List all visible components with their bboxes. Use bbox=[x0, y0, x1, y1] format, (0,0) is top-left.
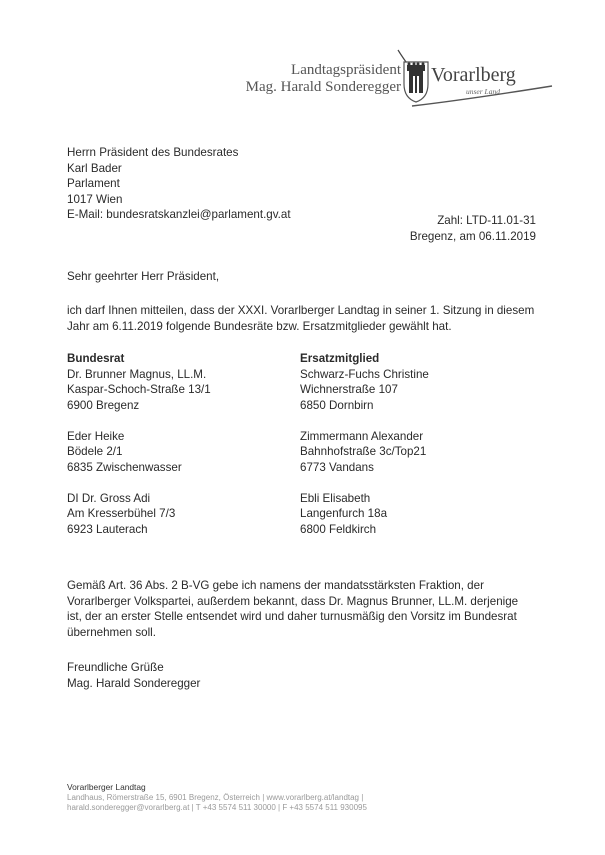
member-name: DI Dr. Gross Adi bbox=[67, 491, 151, 505]
paragraph-line: ist, der an erster Stelle entsendet wird und daher turnusmäßig den Vorsitz im Bundesrat bbox=[67, 610, 517, 623]
coat-of-arms-icon bbox=[394, 48, 554, 110]
paragraph-line: übernehmen soll. bbox=[67, 625, 156, 639]
recipient-line: Parlament bbox=[67, 177, 120, 190]
salutation: Sehr geehrter Herr Präsident, bbox=[67, 270, 220, 283]
bundesrat-member bbox=[67, 351, 211, 413]
member-name: Ebli Elisabeth bbox=[300, 491, 371, 505]
logo-tagline: unser Land bbox=[466, 87, 500, 96]
member-street: Langenfurch 18a bbox=[300, 507, 388, 520]
member-street: Bahnhofstraße 3c/Top21 bbox=[300, 445, 427, 458]
recipient-address bbox=[67, 145, 291, 223]
letterhead-title-line2: Mag. Harald Sonderegger bbox=[245, 79, 401, 95]
bundesrat-member bbox=[67, 429, 211, 476]
bundesrat-member bbox=[67, 491, 211, 538]
intro-line: Jahr am 6.11.2019 folgende Bundesräte bzw. Ersatzmitglieder gewählt hat. bbox=[67, 319, 452, 333]
closing-greeting: Freundliche Grüße bbox=[67, 661, 164, 674]
paragraph-line: Gemäß Art. 36 Abs. 2 B-VG gebe ich namens der mandatsstärksten Fraktion, der bbox=[67, 579, 484, 592]
footer-address: Landhaus, Römerstraße 15, 6901 Bregenz, Österreich | www.vorarlberg.at/landtag | bbox=[67, 792, 364, 802]
intro-paragraph bbox=[67, 303, 534, 334]
place-date: Bregenz, am 06.11.2019 bbox=[409, 229, 536, 243]
closing-block bbox=[67, 660, 200, 691]
member-city: 6800 Feldkirch bbox=[300, 522, 377, 536]
member-street: Am Kresserbühel 7/3 bbox=[67, 507, 176, 520]
recipient-email: E-Mail: bundesratskanzlei@parlament.gv.at bbox=[67, 208, 291, 221]
bundesrat-heading: Bundesrat bbox=[67, 352, 125, 365]
bundesrat-column bbox=[67, 351, 211, 553]
ersatz-member bbox=[300, 491, 429, 538]
member-city: 6850 Dornbirn bbox=[300, 398, 374, 412]
recipient-line: 1017 Wien bbox=[67, 192, 123, 206]
footer-org: Vorarlberger Landtag bbox=[67, 782, 146, 792]
ersatzmitglied-heading: Ersatzmitglied bbox=[300, 352, 380, 365]
member-street: Wichnerstraße 107 bbox=[300, 383, 398, 396]
letterhead-title-line1: Landtagspräsident bbox=[291, 62, 401, 78]
recipient-line: Karl Bader bbox=[67, 161, 122, 175]
footer-contact: harald.sonderegger@vorarlberg.at | T +43 5574 511 30000 | F +43 5574 511 930095 bbox=[67, 803, 367, 812]
vorarlberg-logo bbox=[394, 48, 554, 110]
paragraph-line: Vorarlberger Volkspartei, außerdem bekannt, dass Dr. Magnus Brunner, LL.M. derjenige bbox=[67, 594, 519, 608]
chair-paragraph bbox=[67, 578, 518, 640]
recipient-line: Herrn Präsident des Bundesrates bbox=[67, 146, 239, 159]
member-name: Schwarz-Fuchs Christine bbox=[300, 367, 429, 381]
logo-wordmark: Vorarlberg bbox=[431, 64, 516, 86]
member-city: 6900 Bregenz bbox=[67, 398, 140, 412]
footer bbox=[67, 782, 367, 814]
member-city: 6773 Vandans bbox=[300, 460, 374, 474]
member-name: Dr. Brunner Magnus, LL.M. bbox=[67, 367, 207, 381]
reference-block bbox=[410, 213, 536, 244]
reference-number: Zahl: LTD-11.01-31 bbox=[437, 214, 536, 227]
ersatz-member bbox=[300, 351, 429, 413]
intro-line: ich darf Ihnen mitteilen, dass der XXXI. Vorarlberger Landtag in seiner 1. Sitzung in diesem bbox=[67, 304, 535, 317]
letterhead-title bbox=[246, 62, 401, 96]
ersatz-member bbox=[300, 429, 429, 476]
member-street: Kaspar-Schoch-Straße 13/1 bbox=[67, 383, 211, 396]
member-street: Bödele 2/1 bbox=[67, 445, 123, 458]
member-name: Zimmermann Alexander bbox=[300, 429, 424, 443]
member-name: Eder Heike bbox=[67, 429, 125, 443]
member-city: 6923 Lauterach bbox=[67, 522, 148, 536]
signature-name: Mag. Harald Sonderegger bbox=[67, 676, 201, 690]
ersatzmitglied-column bbox=[300, 351, 429, 553]
member-city: 6835 Zwischenwasser bbox=[67, 460, 182, 474]
